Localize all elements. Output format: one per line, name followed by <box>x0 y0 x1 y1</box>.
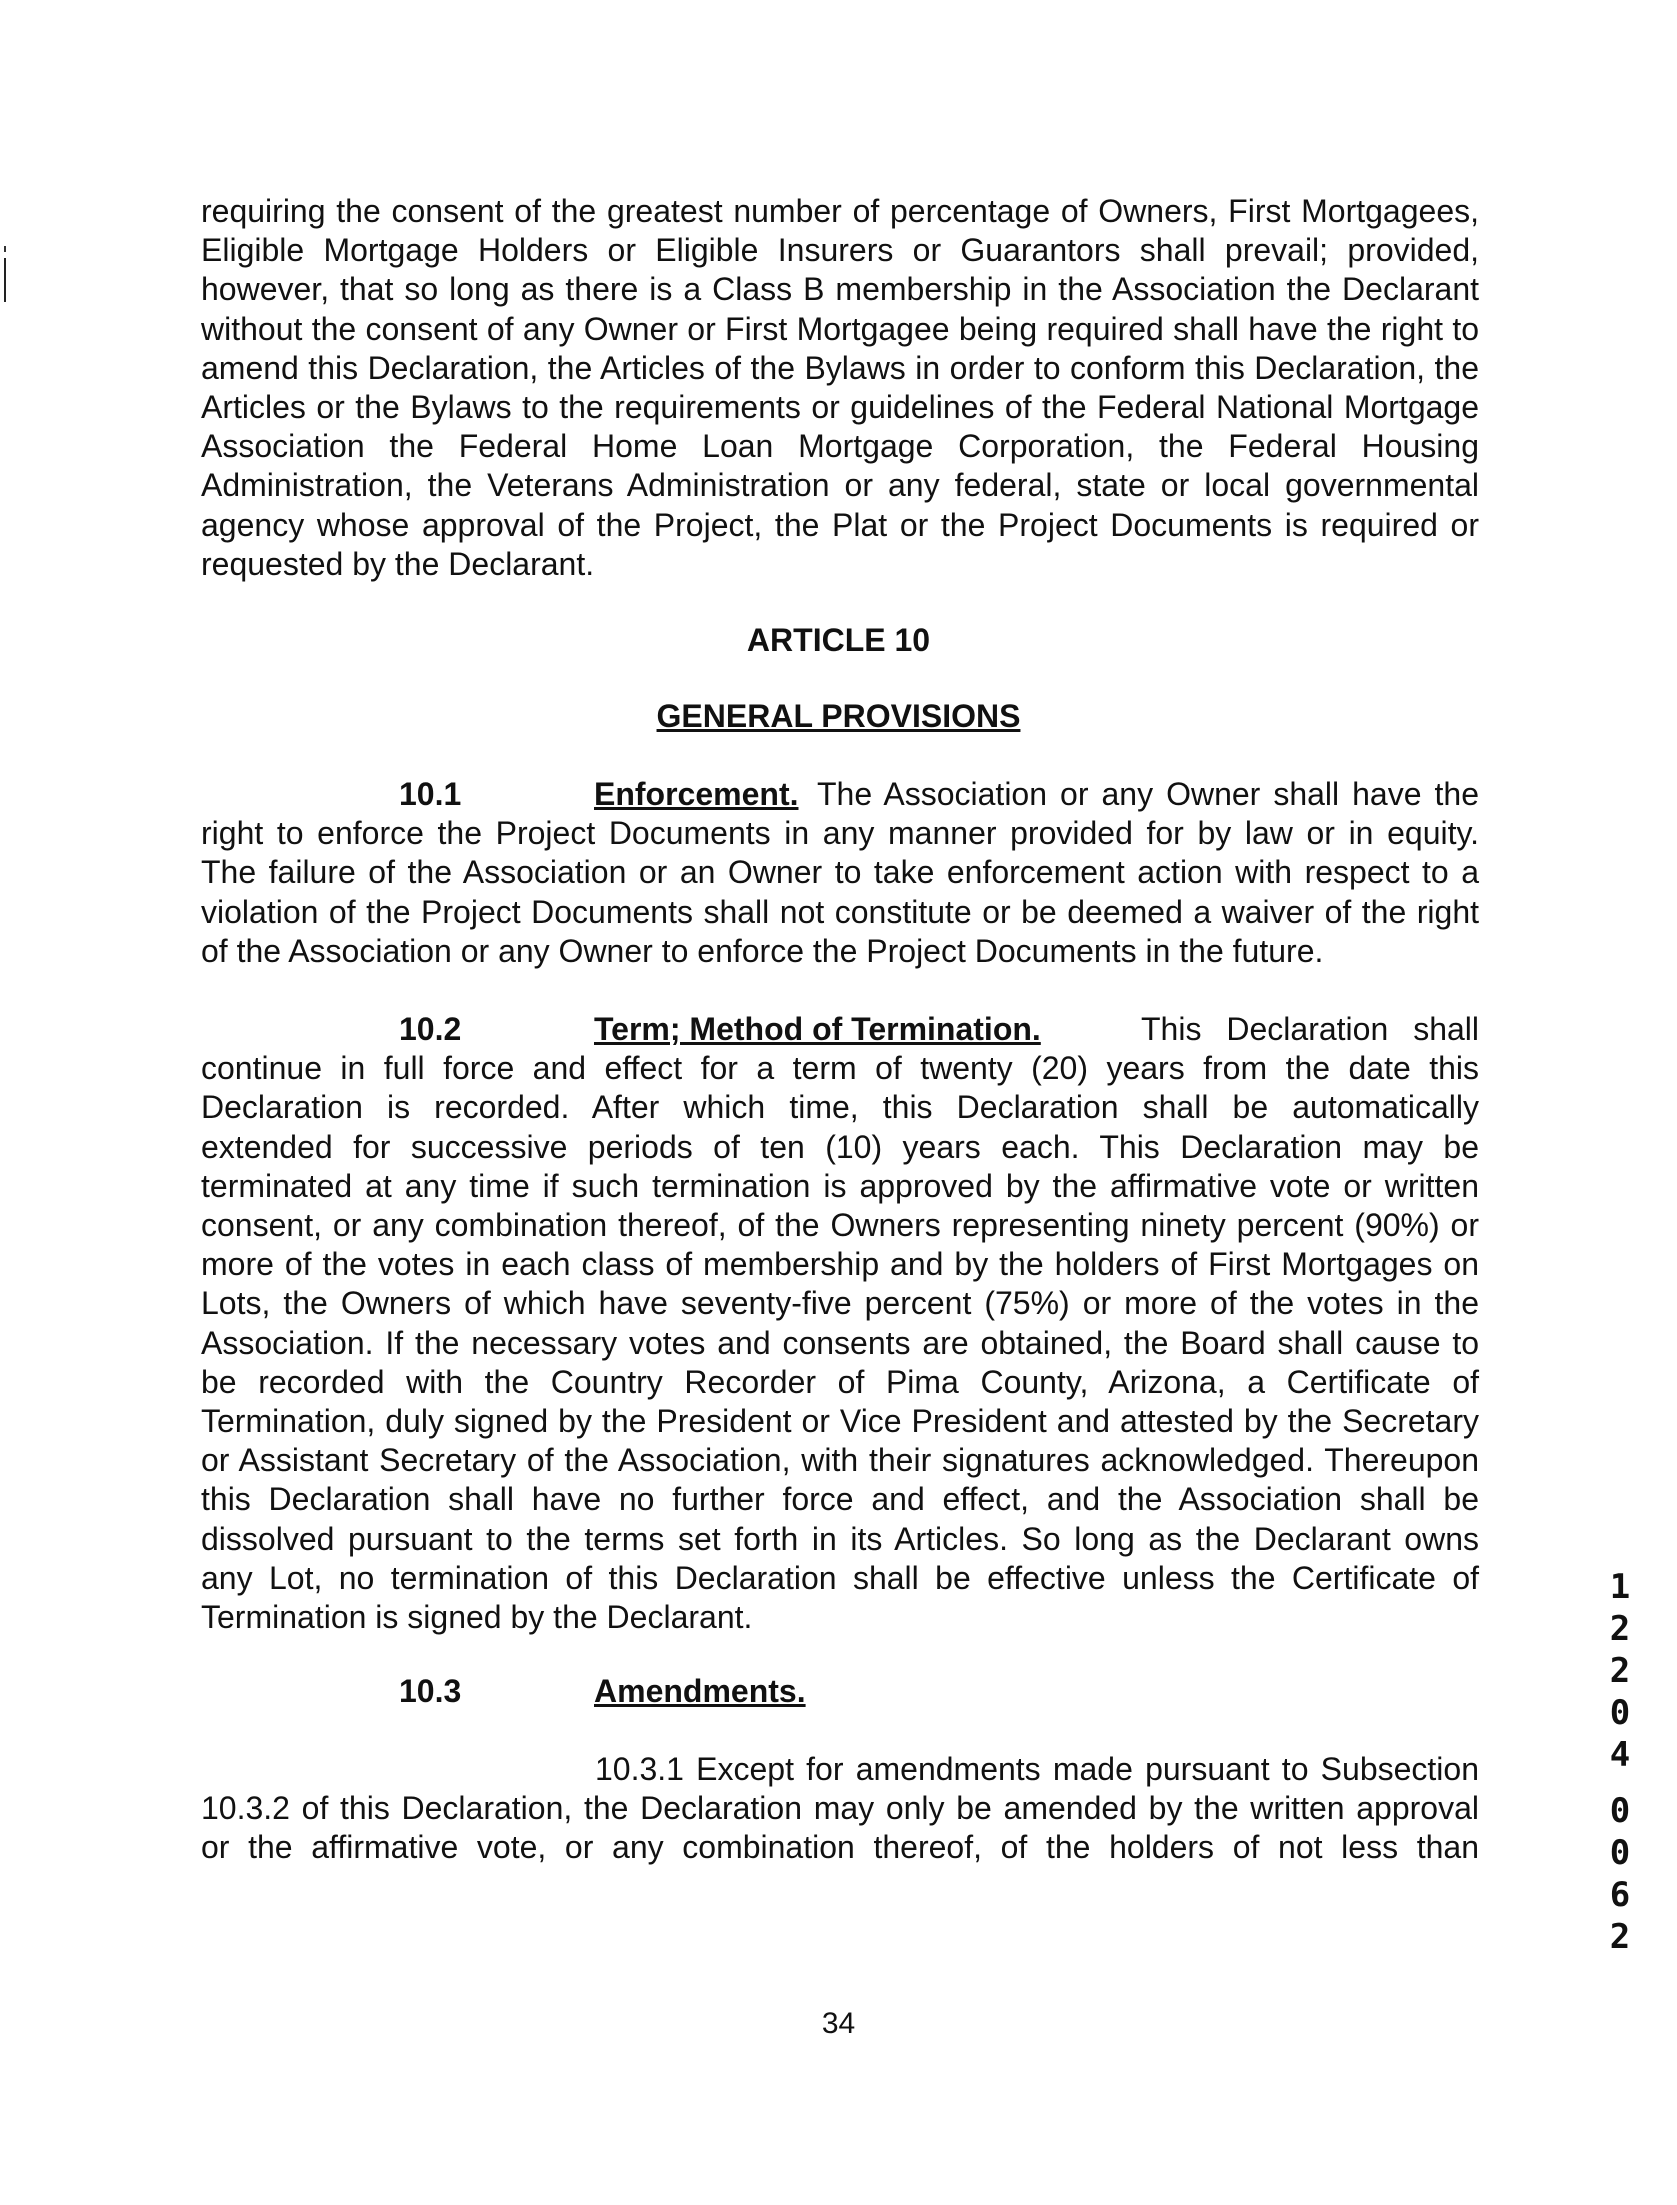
text-line: The Association or any Owner shall have the <box>817 776 1479 812</box>
text-line: The failure of the Association or an Owner to take enforcement action with respect to a <box>201 854 1479 891</box>
text-line: or the affirmative vote, or any combination thereof, of the holders of not less than <box>201 1829 1479 1866</box>
text-line: 10.3.1 Except for amendments made pursuant to Subsection <box>595 1751 1479 1787</box>
text-line: Termination is signed by the Declarant. <box>201 1599 753 1636</box>
section-title: Amendments. <box>594 1673 806 1709</box>
section-number: 10.2 <box>399 1011 462 1047</box>
stamp-digit: 4 <box>1609 1735 1631 1775</box>
margin-mark <box>4 258 6 302</box>
stamp-digit: 0 <box>1609 1693 1631 1733</box>
article-subheading: GENERAL PROVISIONS <box>656 698 1021 734</box>
text-line: requested by the Declarant. <box>201 545 595 582</box>
text-line: Eligible Mortgage Holders or Eligible Insurers or Guarantors shall prevail; provided, <box>201 232 1479 269</box>
stamp-digit <box>1600 1776 1640 1790</box>
section-10-2-body <box>201 1010 1479 1637</box>
text-line: terminated at any time if such termination is approved by the affirmative vote or written <box>201 1167 1479 1204</box>
text-line: Association. If the necessary votes and consents are obtained, the Board shall cause to <box>201 1324 1479 1361</box>
text-line: extended for successive periods of ten (10) years each. This Declaration may be <box>201 1128 1479 1165</box>
section-10-1-body <box>201 775 1479 971</box>
text-line: Lots, the Owners of which have seventy-five percent (75%) or more of the votes in the <box>201 1285 1479 1322</box>
text-line: be recorded with the Country Recorder of Pima County, Arizona, a Certificate of <box>201 1363 1479 1400</box>
section-number: 10.3 <box>399 1673 462 1709</box>
text-line: Administration, the Veterans Administration or any federal, state or local governmental <box>201 467 1479 504</box>
text-line: agency whose approval of the Project, the Plat or the Project Documents is required or <box>201 506 1479 543</box>
text-line: violation of the Project Documents shall not constitute or be deemed a waiver of the right <box>201 893 1479 930</box>
text-line: requiring the consent of the greatest number of percentage of Owners, First Mortgagees, <box>201 193 1479 229</box>
text-line: right to enforce the Project Documents in any manner provided for by law or in equity. <box>201 815 1479 852</box>
text-line: this Declaration shall have no further force and effect, and the Association shall be <box>201 1481 1479 1518</box>
stamp-digit: 2 <box>1609 1917 1631 1957</box>
section-title: Enforcement. <box>594 776 799 812</box>
text-line: however, that so long as there is a Class B membership in the Association the Declarant <box>201 271 1479 308</box>
intro-paragraph <box>201 192 1479 584</box>
stamp-digit: 1 <box>1609 1567 1631 1607</box>
text-line: Association the Federal Home Loan Mortgage Corporation, the Federal Housing <box>201 428 1479 465</box>
text-line: amend this Declaration, the Articles of the Bylaws in order to conform this Declaration, the <box>201 349 1479 386</box>
text-line: 10.3.2 of this Declaration, the Declaration may only be amended by the written approval <box>201 1790 1479 1827</box>
stamp-digit: 0 <box>1609 1791 1631 1831</box>
article-heading: ARTICLE 10 <box>746 622 931 658</box>
text-line: continue in full force and effect for a term of twenty (20) years from the date this <box>201 1050 1479 1087</box>
text-line: Termination, duly signed by the President or Vice President and attested by the Secretary <box>201 1403 1479 1440</box>
text-line: more of the votes in each class of membership and by the holders of First Mortgages on <box>201 1246 1479 1283</box>
section-title: Term; Method of Termination. <box>594 1011 1041 1047</box>
text-line: This Declaration shall <box>1141 1011 1479 1047</box>
stamp-digit: 0 <box>1609 1833 1631 1873</box>
text-line: Declaration is recorded. After which time, this Declaration shall be automatically <box>201 1089 1479 1126</box>
margin-mark <box>4 246 6 252</box>
text-line: of the Association or any Owner to enforce the Project Documents in the future. <box>201 932 1324 969</box>
text-line: Articles or the Bylaws to the requirements or guidelines of the Federal National Mortgage <box>201 389 1479 426</box>
text-line: without the consent of any Owner or First Mortgagee being required shall have the right to <box>201 310 1479 347</box>
stamp-digit: 2 <box>1609 1609 1631 1649</box>
stamp-digit: 2 <box>1609 1651 1631 1691</box>
section-number: 10.1 <box>399 776 462 812</box>
text-line: or Assistant Secretary of the Association, with their signatures acknowledged. Thereupon <box>201 1442 1479 1479</box>
text-line: consent, or any combination thereof, of the Owners representing ninety percent (90%) or <box>201 1207 1479 1244</box>
page-number: 34 <box>821 2007 856 2040</box>
subsection-10-3-1-body <box>201 1750 1479 1868</box>
recording-stamp <box>1600 1566 1640 1958</box>
text-line: dissolved pursuant to the terms set forth in its Articles. So long as the Declarant owns <box>201 1520 1479 1557</box>
text-line: any Lot, no termination of this Declaration shall be effective unless the Certificate of <box>201 1559 1479 1596</box>
stamp-digit: 6 <box>1609 1875 1631 1915</box>
